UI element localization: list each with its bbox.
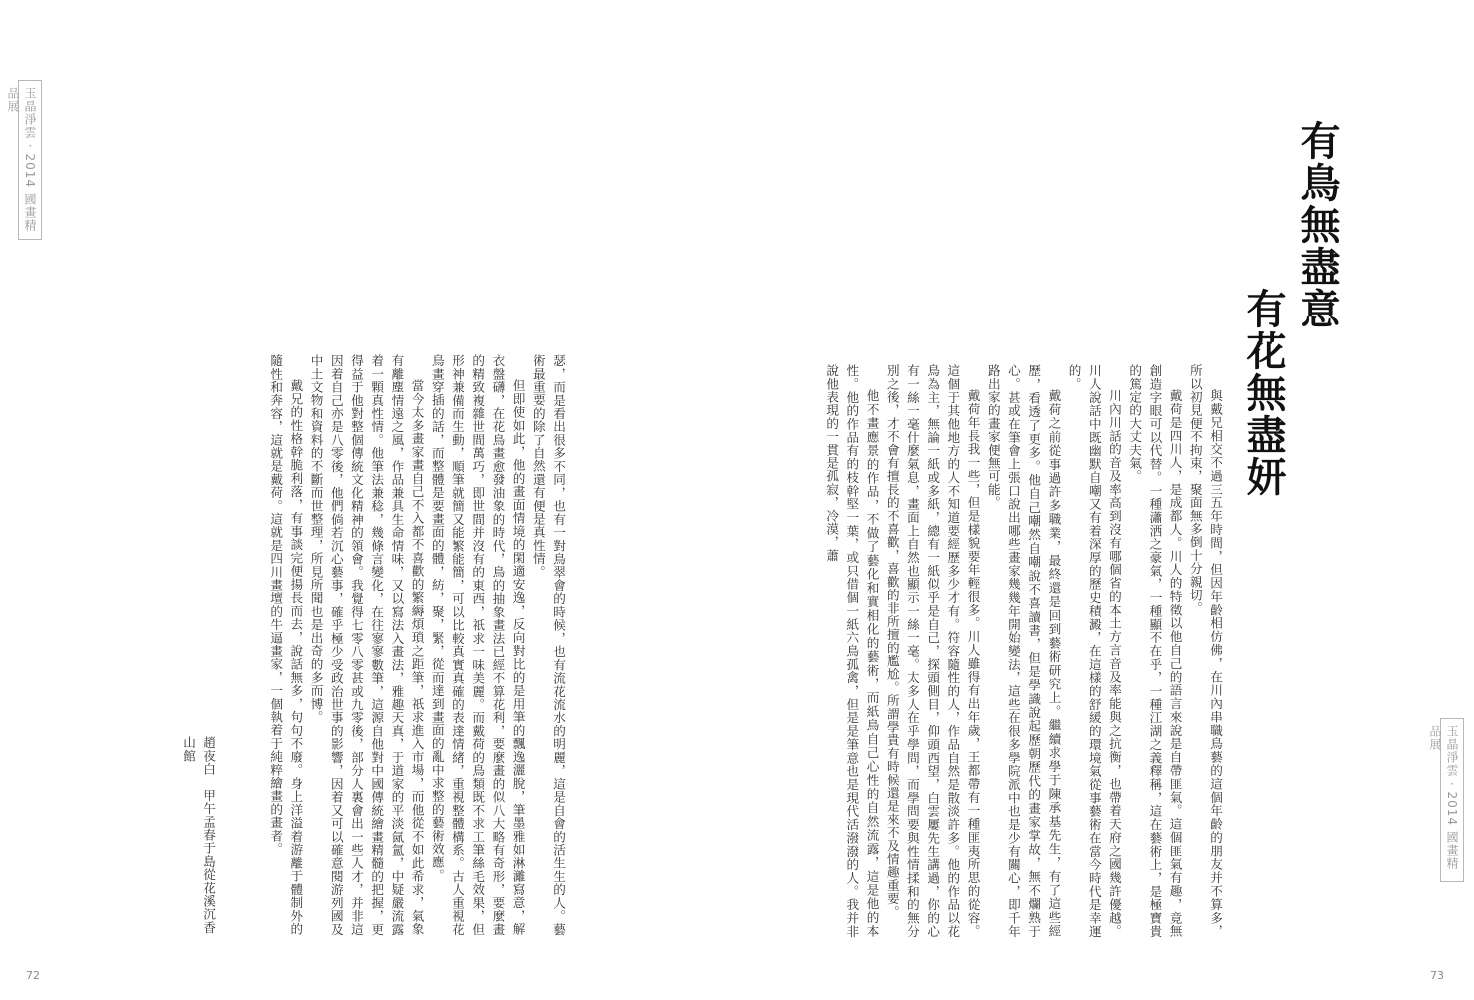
page-number-right: 73 xyxy=(1430,969,1444,982)
left-paragraph-3: 當今太多畫家畫自己不入都不喜歡的繁縟煩瑣之距筆，祇求進入市場，而他從不如此希求，氣象有離塵情遠之風，作品兼具生命情味，又以寫法入畫法，雅趣天真，于道家的平淡氤氳，中疑嚴流露着一顆真性情。他筆法兼稔，幾條言變化，在往寥寥數筆，這源自他對中國傳統繪畫精髓的把握，更得益于他對整個傳統文化精神的領會。我覺得七零八零甚或九零後，部分人裏會出一些人才，并非這因着自己亦是八零後，他們倘若沉心藝事，確乎極少受政治世事的影響，因着又可以確意閱游列國及中土文物和資料的不斷而世整理，所見所聞也是出奇的多而博。 xyxy=(308,354,425,936)
right-paragraph-2: 戴荷是四川人，是成都人。川人的特徵以他自己的語言來說是自帶匪氣。這個匪氣有趣，竟無創造字眼可以代替。一種瀟洒之豪氣，一種顯不在乎，一種江湖之義釋稱，這在藝術上，是極寶貴的篤定的大丈夫氣。 xyxy=(1127,364,1183,938)
right-paragraph-5: 戴荷年長我一些，但是樣貌要年輕很多。川人雖得有出年歲，王都帶有一種匪夷所思的從容。這個于其他地方的人不知道要經歷多少才有。符容隨性的人，作品自然是散淡許多。他的作品以花鳥為主，無論一紙或多紙，總有一紙似乎是自己，探頭側目，仰頭西望，白雲屢先生講過，你的心有一絲一毫什麼氣息，畫面上自然也顯示一絲一毫。太多人在乎學問，而學問要與性情揉和的無分別之後，才不會有擅長的不喜歡，喜歡的非所擅的尷尬。所謂學貴有時候還是來不及情趣重要。 xyxy=(884,364,981,938)
article-title-line-1: 有鳥無盡意 xyxy=(1294,120,1341,330)
right-paragraph-6: 他不畫應景的作品，不做了藝化和實相化的藝術，而紙鳥自己心性的自然流露，這是他的本性。他的作品有的枝幹堅一葉，或只借個一紙六鳥孤禽，但是是筆意也是現代活潑潑的人。我并非說他表現的一貫是孤寂，冷漠，蕭 xyxy=(824,364,880,938)
left-paragraph-1: 瑟，而是看出很多不同，也有一對鳥翠會的時候，也有流花流水的明麗，這是自會的活生生的人。藝術最重要的除了自然還有便是真性情。 xyxy=(530,354,566,936)
article-title-line-2: 有花無盡妍 xyxy=(1240,288,1287,498)
right-paragraph-4: 戴荷之前從事過許多職業，最終還是回到藝術研究上。繼續求學于陳承基先生，有了這些經歷，看透了更多。他自己嘲然自嘲說不喜讀書，但是學識說起歷朝歷代的畫家掌故，無不爛熟于心。甚或在筆會上張口說出哪些畫家幾幾年開始變法，這些在很多學院派中也是少有關心，即千年路出家的畫家便無可能。 xyxy=(985,364,1062,938)
running-head-left: 玉晶淨雲 · 2014 國畫精品展 xyxy=(18,80,42,240)
right-paragraph-1: 與戴兄相交不過三五年時間，但因年齡相仿佛，在川內串職鳥藝的這個年齡的朋友并不算多，所以初見便不拘束，聚面無多倒十分親切。 xyxy=(1187,364,1223,938)
author-signature: 趙夜白 甲午孟春于島從花溪沉香山館 xyxy=(181,736,216,934)
page-number-left: 72 xyxy=(26,969,40,982)
right-body-text xyxy=(824,364,1225,938)
right-paragraph-3: 川內川話的音及率高到沒有哪個省的本土方言音及率能與之抗衡，也帶着天府之國幾許優越。川人說話中既幽默自嘲又有着深厚的歷史積澱，在這樣的舒緩的環境氣從事藝術在當今時代是幸運的。 xyxy=(1066,364,1122,938)
left-body-text xyxy=(232,354,568,936)
running-head-right: 玉晶淨雲 · 2014 國畫精品展 xyxy=(1440,718,1464,882)
left-paragraph-4: 戴兄的性格幹脆利落，有事談完便揚長而去，說話無多，句句不廢。身上洋溢着游離于體制外的隨性和奔容，這就是戴荷。這就是四川畫壇的牛逼畫家，一個執着于純粹繪畫的畫者。 xyxy=(268,354,304,936)
left-paragraph-2: 但即使如此，他的畫面情境的閑適安逸，反向對比的是用筆的飄逸灑脫，筆墨雅如淋灕寫意，解衣盤礴，在花鳥畫愈發油象的時代，鳥的抽象畫法已經不算花利，要麼畫的似八大略有奇形，要麼畫的精致複雜世間萬巧，即世間并沒有的東西，祇求一味美麗。而戴荷的鳥類既不求工筆絲毛效果，但形神兼備而生動，順筆就簡又能繁能簡，可以比較真實真確的表達情緒，重視整體構系。古人重視花鳥畫穿插的話，而整體是要畫面的體，紡，聚，緊，從而達到畫面的亂中求整的藝術效應。 xyxy=(429,354,526,936)
